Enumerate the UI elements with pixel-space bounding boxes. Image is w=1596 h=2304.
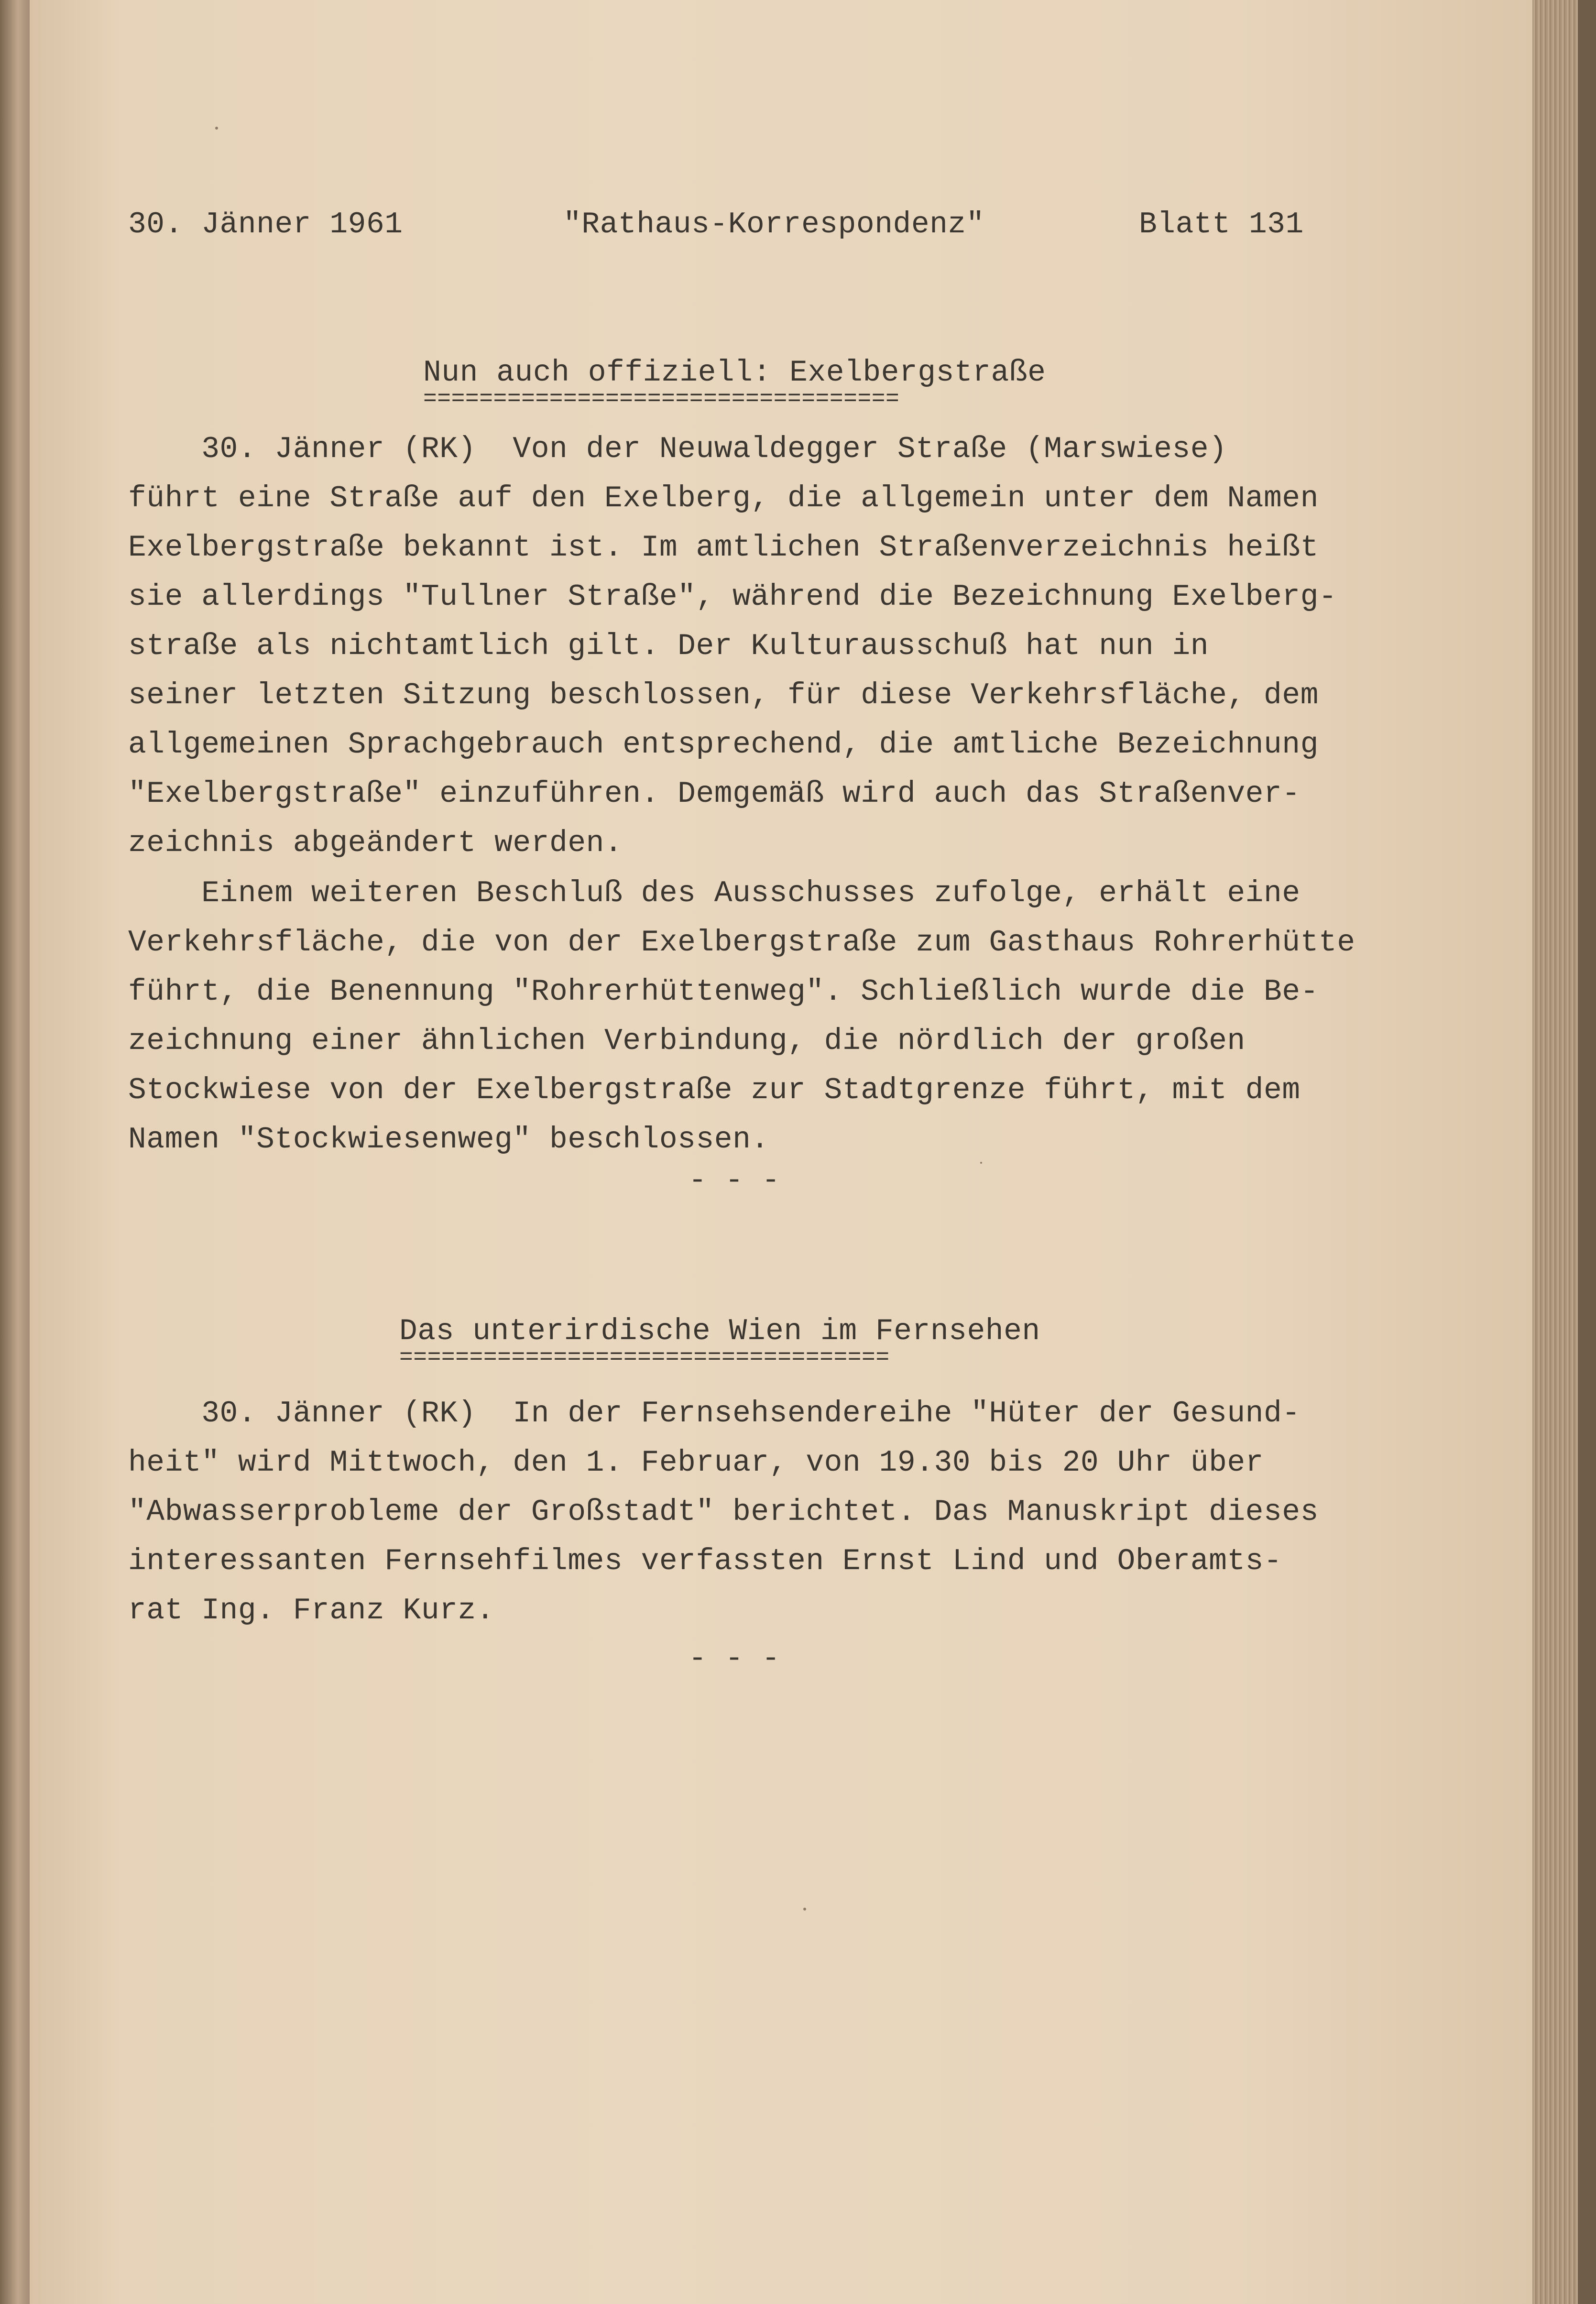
header-date: 30. Jänner 1961 [128, 207, 403, 241]
text-line: allgemeinen Sprachgebrauch entsprechend, die amtliche Bezeichnung [128, 728, 1319, 762]
text-line: seiner letzten Sitzung beschlossen, für diese Verkehrsfläche, dem [128, 678, 1319, 712]
article-1-paragraph-2 [128, 869, 1476, 1164]
adjacent-page-edge [0, 0, 33, 2304]
text-line: sie allerdings "Tullner Straße", während die Bezeichnung Exelberg- [128, 580, 1337, 614]
text-line: Einem weiteren Beschluß des Ausschusses zufolge, erhält eine [128, 876, 1301, 910]
paper-speck [215, 127, 218, 130]
header-publication: "Rathaus-Korrespondenz" [563, 207, 985, 241]
article-1-title-underline: ================================== [423, 386, 900, 412]
text-line: Stockwiese von der Exelbergstraße zur Stadtgrenze führt, mit dem [128, 1073, 1301, 1107]
article-1-paragraph-1 [128, 425, 1476, 868]
article-2-title-underline: =================================== [399, 1345, 890, 1371]
binding-shadow [1578, 0, 1596, 2304]
paper-speck [980, 1162, 982, 1164]
article-1-separator: - - - [689, 1164, 780, 1198]
article-2-title: Das unterirdische Wien im Fernsehen [399, 1314, 1040, 1348]
text-line: führt eine Straße auf den Exelberg, die allgemein unter dem Namen [128, 481, 1319, 515]
article-2-paragraph-1 [128, 1389, 1476, 1635]
text-line: zeichnung einer ähnlichen Verbindung, die nördlich der großen [128, 1024, 1246, 1058]
text-line: 30. Jänner (RK) In der Fernsehsendereihe "Hüter der Gesund- [128, 1397, 1301, 1430]
text-line: "Abwasserprobleme der Großstadt" berichtet. Das Manuskript dieses [128, 1495, 1319, 1529]
text-line: Namen "Stockwiesenweg" beschlossen. [128, 1123, 769, 1157]
text-line: Exelbergstraße bekannt ist. Im amtlichen Straßenverzeichnis heißt [128, 531, 1319, 565]
text-line: interessanten Fernsehfilmes verfassten Ernst Lind und Oberamts- [128, 1544, 1282, 1578]
article-1-title: Nun auch offiziell: Exelbergstraße [423, 356, 1046, 390]
paper-speck [803, 1908, 806, 1911]
text-line: rat Ing. Franz Kurz. [128, 1594, 495, 1627]
text-line: Verkehrsfläche, die von der Exelbergstraße zum Gasthaus Rohrerhütte [128, 926, 1356, 960]
text-line: "Exelbergstraße" einzuführen. Demgemäß wird auch das Straßenver- [128, 777, 1301, 811]
text-line: straße als nichtamtlich gilt. Der Kulturausschuß hat nun in [128, 629, 1209, 663]
text-line: zeichnis abgeändert werden. [128, 826, 623, 860]
article-2-separator: - - - [689, 1642, 780, 1676]
header-sheet-number: Blatt 131 [1139, 207, 1304, 241]
text-line: führt, die Benennung "Rohrerhüttenweg". Schließlich wurde die Be- [128, 975, 1319, 1009]
text-line: heit" wird Mittwoch, den 1. Februar, von 19.30 bis 20 Uhr über [128, 1446, 1264, 1480]
text-line: 30. Jänner (RK) Von der Neuwaldegger Straße (Marswiese) [128, 432, 1227, 466]
